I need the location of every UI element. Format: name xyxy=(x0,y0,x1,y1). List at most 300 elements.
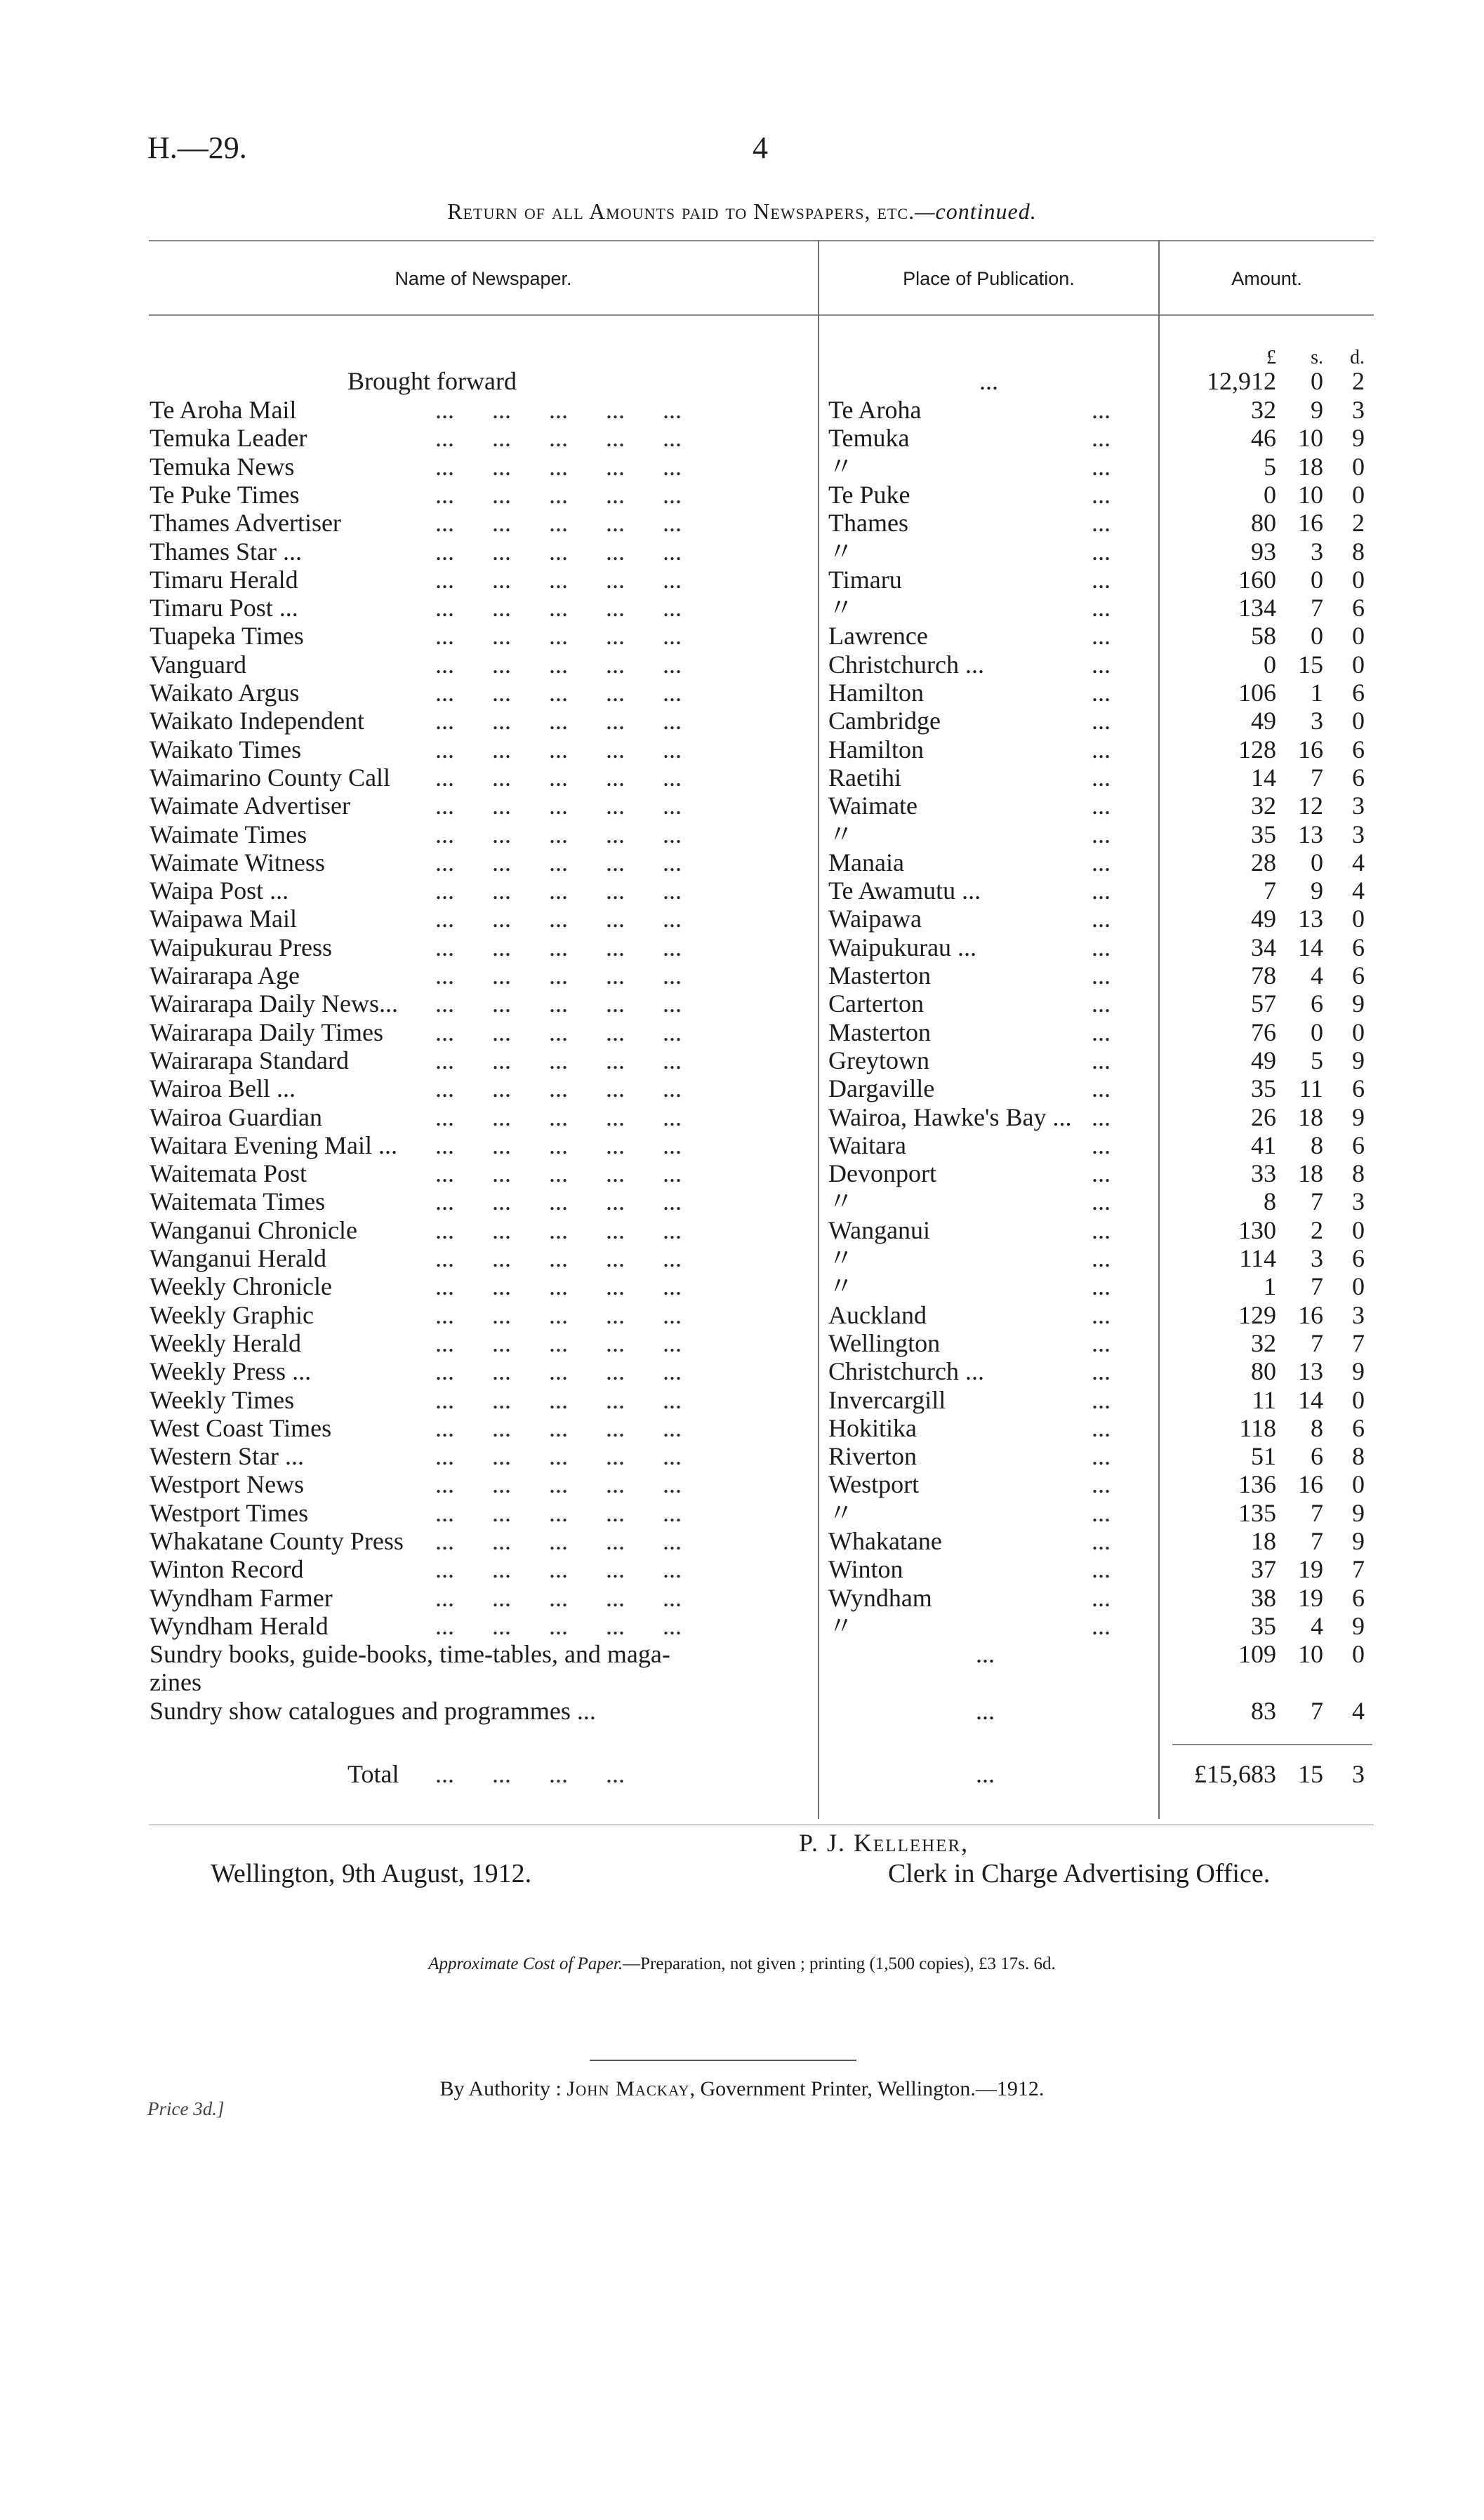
amount-shillings: 3 xyxy=(1311,1244,1323,1272)
total-shillings: 15 xyxy=(1298,1760,1323,1788)
signatory-name: P. J. Kelleher, xyxy=(799,1829,969,1857)
table-row xyxy=(0,622,1484,650)
place-of-publication: Hokitika xyxy=(828,1413,917,1442)
leader-dots: ... ... ... ... ... xyxy=(435,396,682,424)
amount-pounds: 83 xyxy=(1251,1696,1276,1725)
leader-dots: ... xyxy=(1092,424,1111,453)
table-row xyxy=(0,735,1484,764)
leader-dots: ... ... ... ... ... xyxy=(435,989,682,1018)
price-note: Price 3d.] xyxy=(147,2098,225,2119)
newspaper-name: Waimate Witness xyxy=(150,848,325,876)
place-of-publication: Winton xyxy=(828,1555,903,1584)
amount-shillings: 10 xyxy=(1298,1640,1323,1669)
place-of-publication: Whakatane xyxy=(828,1527,942,1555)
newspaper-name: Whakatane County Press xyxy=(150,1527,404,1555)
leader-dots: ... ... ... ... ... xyxy=(435,820,682,848)
newspaper-name: Te Puke Times xyxy=(150,480,300,509)
amount-shillings: 3 xyxy=(1311,537,1323,566)
table-row xyxy=(0,1555,1484,1583)
table-row xyxy=(0,594,1484,622)
table-row xyxy=(0,1074,1484,1102)
amount-shillings: 15 xyxy=(1298,650,1323,679)
place-of-publication: Waitara xyxy=(828,1131,907,1159)
table-row xyxy=(0,1470,1484,1498)
leader-dots: ... ... ... ... ... xyxy=(435,480,682,509)
table-row xyxy=(0,1357,1484,1385)
table-row xyxy=(0,1414,1484,1442)
amount-pence: 7 xyxy=(1352,1555,1365,1584)
amount-shillings: 2 xyxy=(1311,1215,1323,1244)
amount-pence: 9 xyxy=(1352,1357,1365,1386)
table-row xyxy=(0,792,1484,820)
amount-pence: 0 xyxy=(1352,565,1365,594)
amount-pence: 3 xyxy=(1352,1187,1365,1216)
amount-shillings: 8 xyxy=(1311,1413,1323,1442)
newspaper-name: Weekly Times xyxy=(150,1385,295,1414)
newspaper-name: Waipukurau Press xyxy=(150,933,333,961)
place-of-publication: Greytown xyxy=(828,1046,929,1074)
amount-pence: 3 xyxy=(1352,1300,1365,1329)
leader-dots: ... ... ... ... ... xyxy=(435,650,682,679)
leader-dots: ... xyxy=(1092,1018,1111,1046)
leader-dots: ... ... ... ... ... xyxy=(435,1611,682,1640)
table-row xyxy=(0,481,1484,509)
newspaper-name: Wanganui Herald xyxy=(150,1244,326,1272)
newspaper-name: Weekly Chronicle xyxy=(150,1272,333,1301)
amount-pence: 9 xyxy=(1352,1046,1365,1074)
amount-pounds: 12,912 xyxy=(1207,367,1276,395)
header-bottom-rule xyxy=(149,314,1374,316)
place-of-publication: Te Awamutu ... xyxy=(828,876,981,905)
amount-shillings: 9 xyxy=(1311,876,1323,905)
amount-shillings: 16 xyxy=(1298,1470,1323,1499)
leader-dots: ... ... ... ... ... xyxy=(435,1272,682,1301)
amount-pounds: 14 xyxy=(1251,763,1276,792)
leader-dots: ... xyxy=(1092,1498,1111,1527)
printer-line xyxy=(0,2077,1484,2101)
place-of-publication: Te Puke xyxy=(828,480,910,509)
amount-pence: 0 xyxy=(1352,622,1365,651)
amount-pounds: 160 xyxy=(1238,565,1276,594)
place-of-publication: Masterton xyxy=(828,961,931,989)
leader-dots: ... xyxy=(1092,1385,1111,1414)
place-of-publication: Dargaville xyxy=(828,1074,935,1103)
place-of-publication: Auckland xyxy=(828,1300,927,1329)
amount-pence: 3 xyxy=(1352,792,1365,820)
amount-pence: 0 xyxy=(1352,1470,1365,1499)
leader-dots: ... ... ... ... ... xyxy=(435,1442,682,1471)
newspaper-name: Temuka Leader xyxy=(150,424,307,453)
newspaper-name: Waitemata Times xyxy=(150,1187,326,1216)
table-row xyxy=(0,396,1484,424)
leader-dots: ... ... ... ... ... xyxy=(435,1498,682,1527)
amount-pence: 4 xyxy=(1352,876,1365,905)
amount-pence: 6 xyxy=(1352,1074,1365,1103)
amount-pence: 3 xyxy=(1352,820,1365,848)
newspaper-name: Waipa Post ... xyxy=(150,876,289,905)
leader-dots: ... xyxy=(1092,905,1111,933)
table-row xyxy=(0,453,1484,481)
total-rule xyxy=(1172,1744,1372,1745)
leader-dots: ... ... ... ... ... xyxy=(435,1187,682,1216)
amount-pence: 9 xyxy=(1352,1498,1365,1527)
amount-shillings: 13 xyxy=(1298,820,1323,848)
amount-pounds: 80 xyxy=(1251,509,1276,538)
place-of-publication: Wairoa, Hawke's Bay ... xyxy=(828,1102,1072,1131)
place-of-publication: 〃 xyxy=(828,820,854,848)
newspaper-name: Westport Times xyxy=(150,1498,309,1527)
amount-pence: 6 xyxy=(1352,594,1365,622)
leader-dots: ... ... ... ... ... xyxy=(435,1074,682,1103)
page-number: 4 xyxy=(753,131,768,165)
amount-pounds: 58 xyxy=(1251,622,1276,651)
table-row xyxy=(0,933,1484,961)
leader-dots: ... xyxy=(1092,848,1111,876)
leader-dots: ... ... ... ... ... xyxy=(435,1102,682,1131)
amount-shillings: 16 xyxy=(1298,509,1323,538)
leader-dots: ... ... ... ... ... xyxy=(435,1300,682,1329)
amount-pounds: 5 xyxy=(1264,452,1276,481)
leader-dots: ... ... ... ... ... xyxy=(435,1385,682,1414)
leader-dots: ... xyxy=(1092,876,1111,905)
place-of-publication: Thames xyxy=(828,509,908,538)
amount-pence: 2 xyxy=(1352,367,1365,395)
leader-dots: ... ... ... ... ... xyxy=(435,1159,682,1188)
amount-shillings: 7 xyxy=(1311,1187,1323,1216)
newspaper-name: Wairarapa Age xyxy=(150,961,300,989)
leader-dots: ... xyxy=(1092,933,1111,961)
amount-shillings: 16 xyxy=(1298,1300,1323,1329)
newspaper-name: Tuapeka Times xyxy=(150,622,304,651)
leader-dots: ... ... ... ... ... xyxy=(435,876,682,905)
place-of-publication: Manaia xyxy=(828,848,904,876)
leader-dots: ... ... ... ... ... xyxy=(435,735,682,764)
sundry-place: ... xyxy=(976,1640,995,1669)
newspaper-name: Wyndham Herald xyxy=(150,1611,329,1640)
leader-dots: ... xyxy=(1092,1611,1111,1640)
place-of-publication: 〃 xyxy=(828,1244,854,1272)
amount-shillings: 5 xyxy=(1311,1046,1323,1074)
leader-dots: ... xyxy=(1092,480,1111,509)
amount-pence: 4 xyxy=(1352,848,1365,876)
leader-dots: ... xyxy=(1092,622,1111,651)
amount-pounds: 38 xyxy=(1251,1583,1276,1612)
place-of-publication: Raetihi xyxy=(828,763,901,792)
leader-dots: ... ... ... ... ... xyxy=(435,537,682,566)
amount-pence: 0 xyxy=(1352,1018,1365,1046)
amount-pounds: 80 xyxy=(1251,1357,1276,1386)
newspaper-name: Timaru Herald xyxy=(150,565,298,594)
printer-suffix: , Government Printer, Wellington.—1912. xyxy=(689,2077,1045,2100)
leader-dots: ... xyxy=(1092,1300,1111,1329)
amount-pounds: 41 xyxy=(1251,1131,1276,1159)
cost-label: Approximate Cost of Paper. xyxy=(428,1954,623,1973)
amount-pence: 3 xyxy=(1352,396,1365,424)
place-of-publication: Christchurch ... xyxy=(828,650,984,679)
table-row xyxy=(0,961,1484,989)
document-reference: H.—29. xyxy=(147,131,247,165)
amount-shillings: 6 xyxy=(1311,989,1323,1018)
table-row xyxy=(0,1159,1484,1187)
amount-pence: 0 xyxy=(1352,1215,1365,1244)
leader-dots: ... xyxy=(1092,1413,1111,1442)
header-top-rule xyxy=(149,240,1374,241)
amount-pence: 6 xyxy=(1352,1583,1365,1612)
newspaper-name: Wyndham Farmer xyxy=(150,1583,333,1612)
place-of-publication: 〃 xyxy=(828,1187,854,1216)
table-row xyxy=(0,876,1484,905)
amount-shillings: 4 xyxy=(1311,961,1323,989)
place-of-publication: 〃 xyxy=(828,1498,854,1527)
column-header-name: Name of Newspaper. xyxy=(395,268,572,289)
amount-pounds: 35 xyxy=(1251,820,1276,848)
place-of-publication: Carterton xyxy=(828,989,924,1018)
leader-dots: ... xyxy=(1092,1357,1111,1386)
amount-shillings: 16 xyxy=(1298,735,1323,764)
newspaper-name: Weekly Graphic xyxy=(150,1300,314,1329)
place-of-publication: Hamilton xyxy=(828,735,924,764)
leader-dots: ... ... ... ... ... xyxy=(435,1244,682,1272)
table-row xyxy=(0,1301,1484,1329)
place-of-publication: Westport xyxy=(828,1470,920,1499)
place-of-publication: Cambridge xyxy=(828,707,941,735)
leader-dots: ... ... ... ... ... xyxy=(435,1046,682,1074)
amount-pounds: 128 xyxy=(1238,735,1276,764)
table-row xyxy=(0,1131,1484,1159)
leader-dots: ... xyxy=(1092,396,1111,424)
newspaper-name: Waikato Times xyxy=(150,735,302,764)
amount-pence: 7 xyxy=(1352,1328,1365,1357)
newspaper-name: Te Aroha Mail xyxy=(150,396,297,424)
leader-dots: ... xyxy=(1092,1074,1111,1103)
amount-pounds: 130 xyxy=(1238,1215,1276,1244)
cost-of-paper-note xyxy=(0,1954,1484,1974)
amount-pounds: 34 xyxy=(1251,933,1276,961)
leader-dots: ... xyxy=(1092,1215,1111,1244)
leader-dots: ... xyxy=(1092,1244,1111,1272)
leader-dots: ... ... ... ... ... xyxy=(435,1357,682,1386)
amount-pounds: 32 xyxy=(1251,792,1276,820)
amount-shillings: 8 xyxy=(1311,1131,1323,1159)
newspaper-name: Waikato Independent xyxy=(150,707,364,735)
leader-dots: ... ... ... ... ... xyxy=(435,1018,682,1046)
place-and-date: Wellington, 9th August, 1912. xyxy=(211,1859,532,1888)
leader-dots: ... xyxy=(1092,1527,1111,1555)
amount-pence: 0 xyxy=(1352,1385,1365,1414)
leader-dots: ... ... ... ... ... xyxy=(435,848,682,876)
newspaper-name: Waimarino County Call xyxy=(150,763,391,792)
brought-forward-row xyxy=(0,367,1484,395)
brought-forward-place: ... xyxy=(979,367,998,395)
amount-shillings: 7 xyxy=(1311,1272,1323,1301)
brought-forward-label: Brought forward xyxy=(347,367,517,395)
table-row xyxy=(0,679,1484,707)
amount-pounds: 35 xyxy=(1251,1611,1276,1640)
newspaper-name: Winton Record xyxy=(150,1555,304,1584)
table-row xyxy=(0,424,1484,452)
amount-pounds: 76 xyxy=(1251,1018,1276,1046)
amount-shillings: 7 xyxy=(1311,1527,1323,1555)
leader-dots: ... ... ... ... ... xyxy=(435,565,682,594)
amount-pounds: 18 xyxy=(1251,1527,1276,1555)
amount-pounds: 49 xyxy=(1251,707,1276,735)
amount-pounds: 106 xyxy=(1238,679,1276,707)
newspaper-name: Wairarapa Daily Times xyxy=(150,1018,384,1046)
amount-pence: 9 xyxy=(1352,989,1365,1018)
leader-dots: ... ... ... ... ... xyxy=(435,424,682,453)
amount-pounds: 1 xyxy=(1264,1272,1276,1301)
leader-dots: ... ... ... ... ... xyxy=(435,1583,682,1612)
amount-shillings: 0 xyxy=(1311,848,1323,876)
amount-pence: 6 xyxy=(1352,933,1365,961)
newspaper-name: Waitara Evening Mail ... xyxy=(150,1131,397,1159)
title-suffix: —continued. xyxy=(915,199,1037,224)
amount-pounds: 109 xyxy=(1238,1640,1276,1669)
leader-dots: ... ... ... ... ... xyxy=(435,707,682,735)
amount-pounds: 136 xyxy=(1238,1470,1276,1499)
leader-dots: ... xyxy=(1092,679,1111,707)
amount-shillings: 6 xyxy=(1311,1442,1323,1471)
amount-pence: 8 xyxy=(1352,537,1365,566)
leader-dots: ... xyxy=(1092,1442,1111,1471)
newspaper-name: Wairarapa Standard xyxy=(150,1046,349,1074)
amount-pence: 4 xyxy=(1352,1696,1365,1725)
amount-pounds: 46 xyxy=(1251,424,1276,453)
printer-rule xyxy=(590,2060,856,2061)
page-title xyxy=(0,199,1484,225)
table-row xyxy=(0,1584,1484,1612)
amount-pence: 6 xyxy=(1352,1244,1365,1272)
amount-shillings: 18 xyxy=(1298,1159,1323,1188)
signatory-title: Clerk in Charge Advertising Office. xyxy=(888,1859,1271,1888)
amount-shillings: 11 xyxy=(1299,1074,1323,1103)
total-label: Total xyxy=(347,1760,399,1788)
amount-pence: 6 xyxy=(1352,961,1365,989)
sundry-place: ... xyxy=(976,1696,995,1725)
newspaper-name: Waipawa Mail xyxy=(150,905,298,933)
newspaper-name: Thames Advertiser xyxy=(150,509,341,538)
leader-dots: ... xyxy=(1092,1187,1111,1216)
place-of-publication: Hamilton xyxy=(828,679,924,707)
amount-shillings: 9 xyxy=(1311,396,1323,424)
leader-dots: ... ... ... ... ... xyxy=(435,452,682,481)
amount-pounds: 49 xyxy=(1251,1046,1276,1074)
table-row xyxy=(0,1329,1484,1357)
amount-pounds: 57 xyxy=(1251,989,1276,1018)
amount-pounds: 93 xyxy=(1251,537,1276,566)
amount-pence: 0 xyxy=(1352,452,1365,481)
leader-dots: ... xyxy=(1092,565,1111,594)
table-row xyxy=(0,905,1484,933)
amount-shillings: 10 xyxy=(1298,480,1323,509)
leader-dots: ... ... ... ... ... xyxy=(435,509,682,538)
newspaper-name: Westport News xyxy=(150,1470,305,1499)
place-of-publication: Wanganui xyxy=(828,1215,931,1244)
table-row xyxy=(0,764,1484,792)
amount-shillings: 14 xyxy=(1298,1385,1323,1414)
amount-shillings: 4 xyxy=(1311,1611,1323,1640)
place-of-publication: Riverton xyxy=(828,1442,917,1471)
table-row xyxy=(0,1046,1484,1074)
amount-pounds: 78 xyxy=(1251,961,1276,989)
sundry-description: Sundry books, guide-books, time-tables, and maga- xyxy=(150,1640,670,1669)
amount-shillings: 13 xyxy=(1298,905,1323,933)
place-of-publication: Devonport xyxy=(828,1159,936,1188)
newspaper-name: Timaru Post ... xyxy=(150,594,298,622)
amount-shillings: 0 xyxy=(1311,565,1323,594)
leader-dots: ... ... ... ... ... xyxy=(435,1555,682,1584)
amount-pounds: 8 xyxy=(1264,1187,1276,1216)
amount-shillings: 7 xyxy=(1311,1328,1323,1357)
leader-dots: ... ... ... ... ... xyxy=(435,792,682,820)
table-row xyxy=(0,1103,1484,1131)
place-of-publication: Wyndham xyxy=(828,1583,932,1612)
amount-shillings: 7 xyxy=(1311,763,1323,792)
amount-shillings: 0 xyxy=(1311,1018,1323,1046)
amount-pounds: 37 xyxy=(1251,1555,1276,1584)
leader-dots: ... xyxy=(1092,1470,1111,1499)
leader-dots: ... xyxy=(1092,1102,1111,1131)
column-header-place: Place of Publication. xyxy=(903,268,1075,289)
place-of-publication: Wellington xyxy=(828,1328,941,1357)
amount-pounds: 129 xyxy=(1238,1300,1276,1329)
amount-shillings: 0 xyxy=(1311,367,1323,395)
amount-pounds: 0 xyxy=(1264,650,1276,679)
amount-shillings: 10 xyxy=(1298,424,1323,453)
leader-dots: ... ... ... ... ... xyxy=(435,961,682,989)
newspaper-name: Wanganui Chronicle xyxy=(150,1215,358,1244)
amount-pounds: 134 xyxy=(1238,594,1276,622)
total-place: ... xyxy=(976,1760,995,1788)
amount-shillings: 19 xyxy=(1298,1583,1323,1612)
amount-pence: 8 xyxy=(1352,1159,1365,1188)
leader-dots: ... xyxy=(1092,1131,1111,1159)
column-header-amount: Amount. xyxy=(1231,268,1302,289)
newspaper-name: Waikato Argus xyxy=(150,679,300,707)
leader-dots: ... ... ... ... ... xyxy=(435,679,682,707)
newspaper-name: Waimate Times xyxy=(150,820,307,848)
table-row xyxy=(0,1499,1484,1527)
place-of-publication: 〃 xyxy=(828,1272,854,1301)
amount-pounds: 135 xyxy=(1238,1498,1276,1527)
amount-pence: 6 xyxy=(1352,1131,1365,1159)
place-of-publication: Te Aroha xyxy=(828,396,922,424)
leader-dots: ... ... ... ... ... xyxy=(435,1470,682,1499)
amount-shillings: 3 xyxy=(1311,707,1323,735)
sundry-description: Sundry show catalogues and programmes ... xyxy=(150,1696,596,1725)
place-of-publication: Lawrence xyxy=(828,622,928,651)
amount-pounds: 118 xyxy=(1239,1413,1276,1442)
amount-pence: 9 xyxy=(1352,1527,1365,1555)
leader-dots: ... xyxy=(1092,792,1111,820)
amount-pounds: 33 xyxy=(1251,1159,1276,1188)
title-text: Return of all Amounts paid to Newspapers, etc. xyxy=(447,199,915,224)
amount-pounds: 28 xyxy=(1251,848,1276,876)
place-of-publication: Masterton xyxy=(828,1018,931,1046)
place-of-publication: 〃 xyxy=(828,537,854,566)
amount-shillings: 7 xyxy=(1311,1498,1323,1527)
amount-pounds: 49 xyxy=(1251,905,1276,933)
newspaper-name: Waimate Advertiser xyxy=(150,792,350,820)
newspaper-name: Weekly Herald xyxy=(150,1328,301,1357)
amount-pounds: 32 xyxy=(1251,1328,1276,1357)
leader-dots: ... xyxy=(1092,452,1111,481)
newspaper-name: Western Star ... xyxy=(150,1442,305,1471)
table-row xyxy=(0,1612,1484,1640)
newspaper-name: Wairoa Bell ... xyxy=(150,1074,296,1103)
leader-dots: ... xyxy=(1092,1159,1111,1188)
amount-pence: 0 xyxy=(1352,1272,1365,1301)
